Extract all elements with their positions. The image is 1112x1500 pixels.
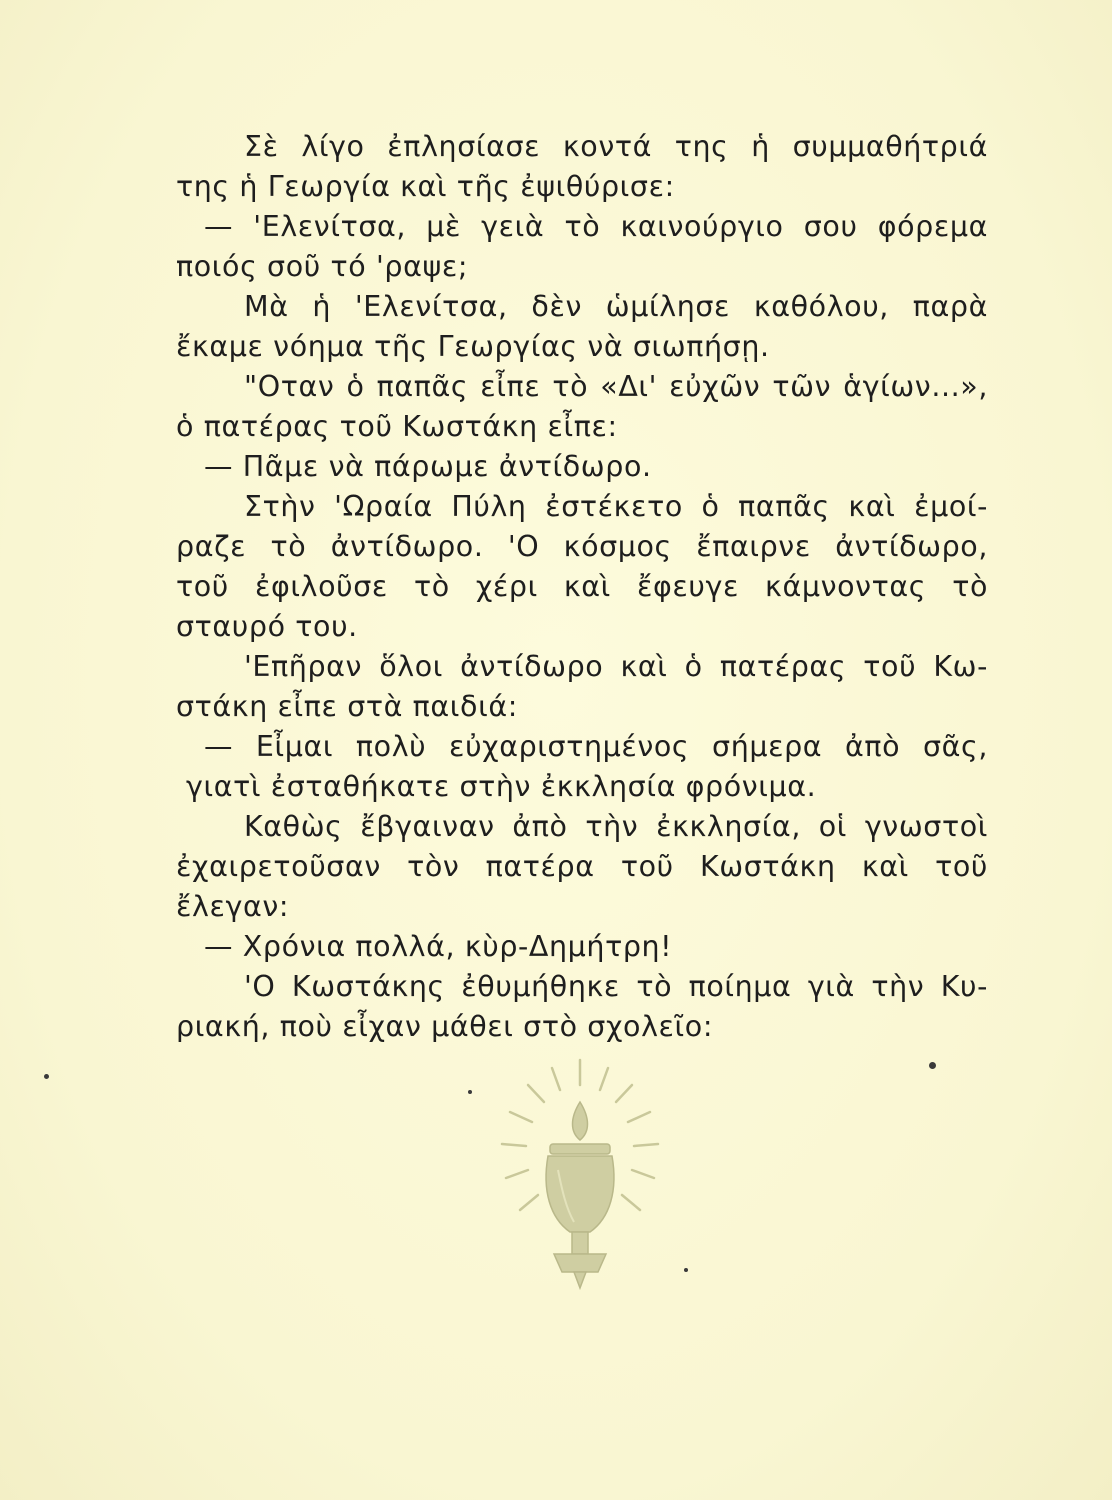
ink-speck: [684, 1268, 688, 1272]
text-line-2: της ἡ Γεωργία καὶ τῆς ἐψιθύρισε:: [176, 170, 675, 203]
text-line-6: ἔκαμε νόημα τῆς Γεωργίας νὰ σιωπήσῃ.: [176, 330, 770, 363]
ink-speck: [468, 1090, 472, 1094]
text-line-13: σταυρό του.: [176, 610, 358, 643]
text-line-10: Στὴν 'Ωραία Πύλη ἐστέκετο ὁ παπᾶς καὶ ἐμοί-: [244, 490, 988, 523]
text-line-14: 'Επῆραν ὅλοι ἀντίδωρο καὶ ὁ πατέρας τοῦ Κω-: [244, 650, 988, 683]
text-line-18: Καθὼς ἔβγαιναν ἀπὸ τὴν ἐκκλησία, οἱ γνωστοὶ: [244, 810, 988, 843]
text-line-4: ποιός σοῦ τό 'ραψε;: [176, 250, 469, 283]
text-line-5: Μὰ ἡ 'Ελενίτσα, δὲν ὡμίλησε καθόλου, παρὰ: [244, 290, 988, 323]
text-line-12: τοῦ ἐφιλοῦσε τὸ χέρι καὶ ἔφευγε κάμνοντας τὸ: [176, 570, 988, 603]
text-line-21: — Χρόνια πολλά, κὺρ-Δημήτρη!: [204, 930, 673, 963]
text-line-7: "Οταν ὁ παπᾶς εἶπε τὸ «Δι' εὐχῶν τῶν ἁγίων...»,: [244, 370, 988, 403]
text-line-17: γιατὶ ἐσταθήκατε στὴν ἐκκλησία φρόνιμα.: [186, 770, 817, 803]
text-line-15: στάκη εἶπε στὰ παιδιά:: [176, 690, 518, 723]
ink-speck: [44, 1074, 49, 1079]
text-line-8: ὁ πατέρας τοῦ Κωστάκη εἶπε:: [176, 410, 618, 443]
text-line-20: ἔλεγαν:: [176, 890, 290, 923]
text-line-22: 'Ο Κωστάκης ἐθυμήθηκε τὸ ποίημα γιὰ τὴν Κυ-: [244, 970, 988, 1003]
text-line-23: ριακή, ποὺ εἶχαν μάθει στὸ σχολεῖο:: [176, 1010, 714, 1043]
text-line-9: — Πᾶμε νὰ πάρωμε ἀντίδωρο.: [204, 450, 652, 483]
oil-lamp-icon: [470, 1040, 690, 1300]
ink-speck: [929, 1062, 936, 1069]
text-line-16: — Εἶμαι πολὺ εὐχαριστημένος σήμερα ἀπὸ σᾶς,: [204, 730, 988, 763]
text-line-1: Σὲ λίγο ἐπλησίασε κοντά της ἡ συμμαθήτριά: [244, 130, 988, 163]
text-line-11: ραζε τὸ ἀντίδωρο. 'Ο κόσμος ἔπαιρνε ἀντίδωρο,: [176, 530, 988, 563]
text-line-3: — 'Ελενίτσα, μὲ γειὰ τὸ καινούργιο σου φόρεμα: [204, 210, 988, 243]
text-line-19: ἐχαιρετοῦσαν τὸν πατέρα τοῦ Κωστάκη καὶ τοῦ: [176, 850, 988, 883]
